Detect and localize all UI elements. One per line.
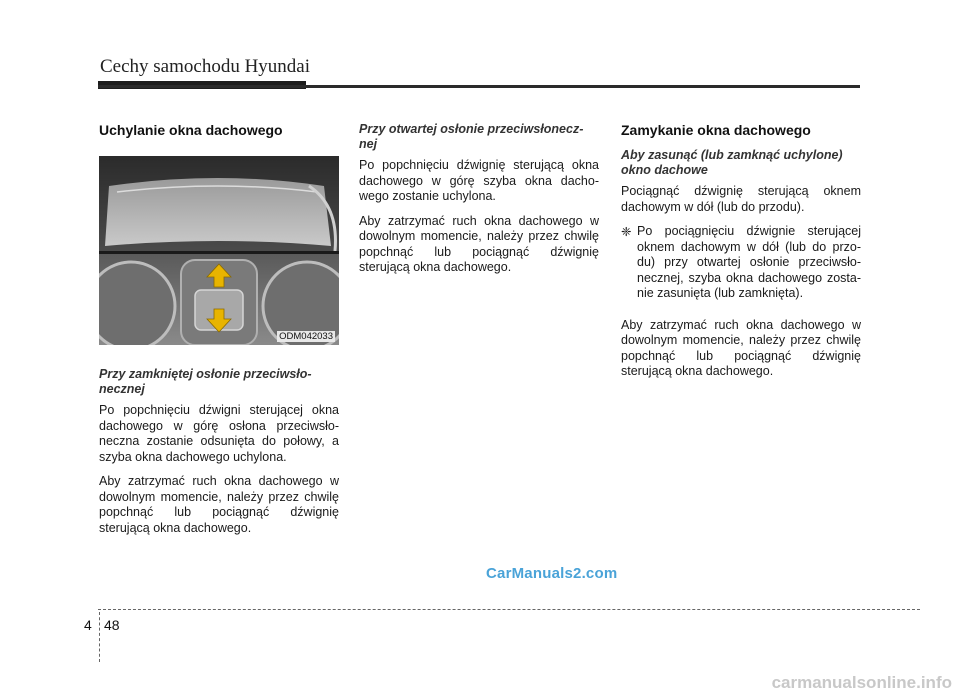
paragraph-close-window: Pociągnąć dźwignię sterującą oknem dachowym w dół (lub do przodu). <box>621 184 861 214</box>
column-1 <box>99 122 339 545</box>
note-block <box>621 224 861 302</box>
sunroof-control-photo <box>99 156 339 345</box>
note-text: Po pociągnięciu dźwignie sterującej oknem dachowym w dół (lub do przo-du) przy otwartej osłonie przeciwsło-necznej, szyba okna dachowego zosta-nie zasunięta (lub zamknięta). <box>637 224 861 300</box>
footer-rule <box>98 609 920 610</box>
paragraph-closed-sunshade: Po popchnięciu dźwigni sterującej okna dachowego w górę osłona przeciwsło-neczna zostanie odsunięta do połowy, a szyba okna dachowego uchylona. <box>99 403 339 464</box>
column-2 <box>359 122 599 285</box>
photo-code-label: ODM042033 <box>279 331 333 342</box>
column-3 <box>621 122 861 389</box>
header-rule <box>98 85 860 88</box>
site-watermark: carmanualsonline.info <box>771 673 952 692</box>
paragraph-stop-tilt-2: Aby zatrzymać ruch okna dachowego w dowolnym momencie, należy przez chwilę popchnąć lub pociągnąć dźwignię sterującą okna dachowego. <box>359 213 599 274</box>
section-heading-closing: Zamykanie okna dachowego <box>621 122 811 138</box>
section-heading-tilt: Uchylanie okna dachowego <box>99 122 283 138</box>
watermark-link[interactable]: CarManuals2.com <box>486 565 618 582</box>
paragraph-stop-tilt: Aby zatrzymać ruch okna dachowego w dowolnym momencie, należy przez chwilę popchnąć lub pociągnąć dźwignię sterującą okna dachowego. <box>99 474 339 535</box>
note-symbol-icon: ❈ <box>621 225 632 239</box>
page-header-title: Cechy samochodu Hyundai <box>100 56 311 77</box>
page-number <box>84 617 120 633</box>
subheading-open-sunshade: Przy otwartej osłonie przeciwsłonecz- nej <box>359 122 584 151</box>
subheading-closed-sunshade: Przy zamkniętej osłonie przeciwsło- necznej <box>99 367 312 396</box>
subheading-close-window: Aby zasunąć (lub zamknąć uchylone) okno dachowe <box>621 148 843 177</box>
section-number: 4 <box>84 617 92 633</box>
paragraph-stop-close: Aby zatrzymać ruch okna dachowego w dowolnym momencie, należy przez chwilę popchnąć lub pociągnąć dźwignię sterującą okna dachowego. <box>621 317 861 378</box>
paragraph-open-sunshade: Po popchnięciu dźwignię sterującą okna dachowego w górę szyba okna dacho-wego zostanie uchylona. <box>359 158 599 203</box>
page-number-value: 48 <box>104 617 120 633</box>
sunroof-console-illustration <box>99 156 339 345</box>
